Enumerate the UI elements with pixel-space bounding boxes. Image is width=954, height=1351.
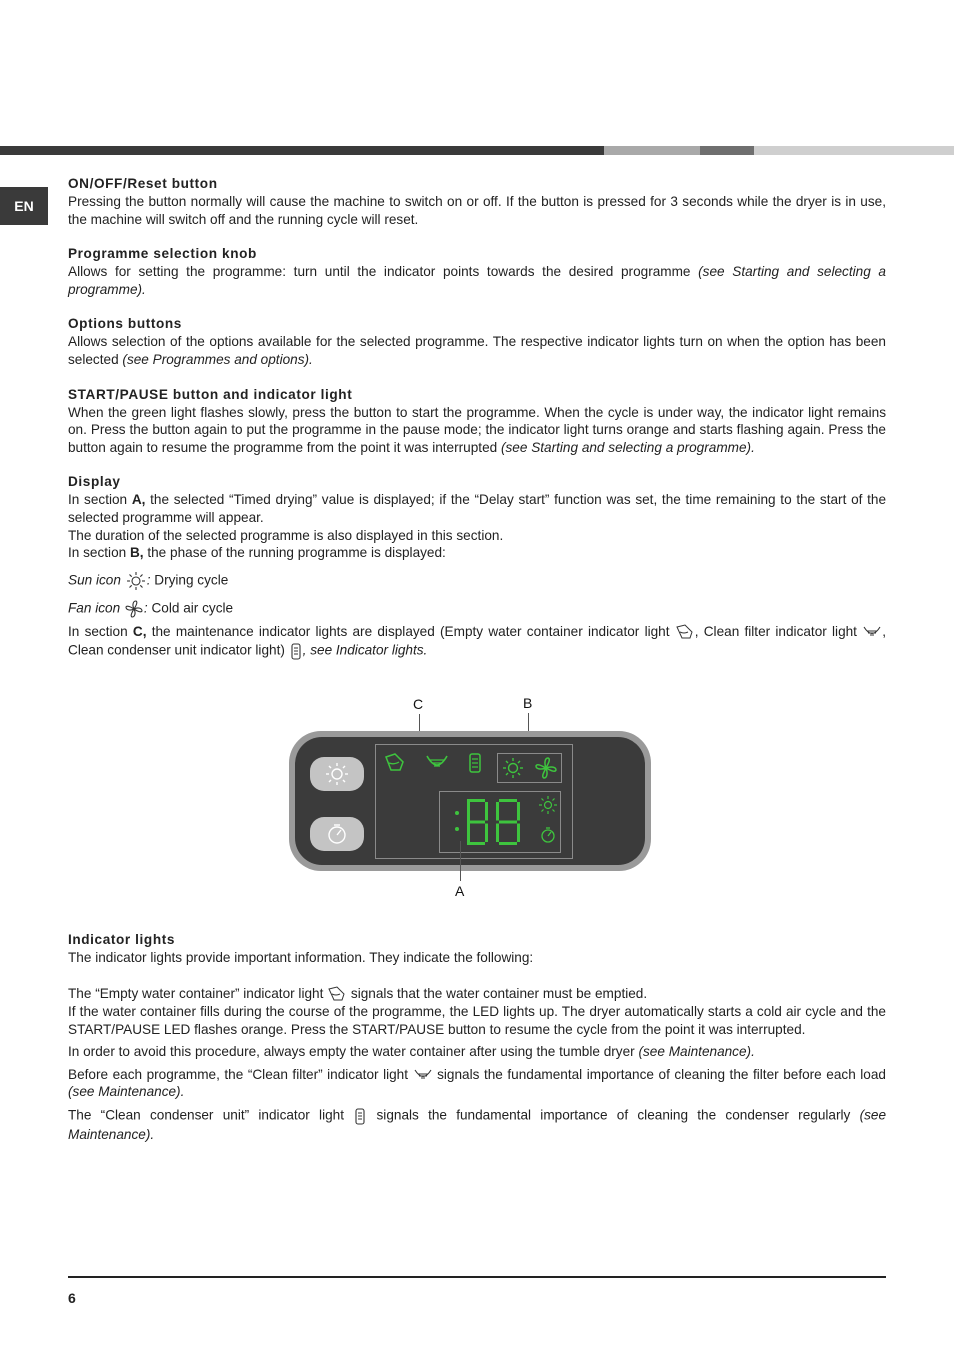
- header-bar-segment: [754, 146, 954, 155]
- section-title: START/PAUSE button and indicator light: [68, 386, 353, 402]
- leader-line: [460, 841, 461, 881]
- body-text: , Clean condenser unit indicator light): [68, 623, 886, 658]
- body-text: Allows selection of the options available for the selected programme. The respective indicator lights turn on when the option has been selected: [68, 334, 886, 367]
- page-number: 6: [68, 1290, 76, 1306]
- digit-segment: [467, 799, 485, 802]
- digit-segment: [467, 824, 470, 843]
- body-text: signals that the water container must be emptied.: [347, 985, 648, 1001]
- digit-segment: [467, 842, 485, 845]
- section-title: Programme selection knob: [68, 246, 257, 262]
- fan-icon-line: Fan icon : Cold air cycle: [68, 599, 886, 619]
- label-a: A: [455, 883, 465, 899]
- water-container-icon: [383, 751, 407, 775]
- colon-dot: [455, 827, 459, 831]
- filter-icon: [425, 752, 449, 774]
- digit-segment: [467, 802, 470, 821]
- digit-segment: [467, 821, 485, 824]
- control-panel: [289, 731, 651, 871]
- filter-icon: [413, 1067, 433, 1083]
- cross-reference: (see Maintenance).: [68, 1107, 887, 1142]
- cross-reference: (see Maintenance).: [68, 1084, 185, 1100]
- indicator-lights-section: [68, 931, 886, 1144]
- condenser-icon: [353, 1106, 367, 1126]
- body-text: In order to avoid this procedure, always empty the water container after using the tumble dryer: [68, 1044, 639, 1060]
- section-knob: [68, 245, 886, 298]
- control-panel-face: [295, 737, 645, 865]
- cross-reference: , see Indicator lights.: [302, 642, 428, 658]
- fan-icon: [534, 756, 558, 780]
- body-text: Cold air cycle: [147, 600, 234, 616]
- section-options: [68, 315, 886, 368]
- digit-segment: [499, 821, 517, 824]
- control-panel-figure: [289, 694, 653, 899]
- sun-icon: [310, 757, 364, 791]
- cross-reference: (see Programmes and options).: [122, 351, 313, 367]
- digit-segment: [496, 824, 499, 843]
- section-text: [68, 1043, 886, 1061]
- body-text: In section: [68, 545, 130, 561]
- body-text: The “Empty water container” indicator light: [68, 985, 328, 1001]
- display-window: [375, 744, 573, 859]
- digit-segment: [496, 802, 499, 821]
- language-tab: EN: [0, 187, 48, 225]
- sun-icon: [125, 571, 147, 591]
- main-content: [68, 175, 886, 661]
- header-bar: [0, 146, 954, 155]
- body-text: the maintenance indicator lights are displayed (Empty water container indicator light: [146, 623, 675, 639]
- section-title: Options buttons: [68, 316, 182, 332]
- footer-rule: [68, 1276, 886, 1278]
- timer-icon: [310, 817, 364, 851]
- label-b: B: [523, 695, 533, 711]
- section-text: [68, 1066, 886, 1101]
- water-container-icon: [675, 623, 695, 641]
- icon-label: Sun icon: [68, 572, 121, 588]
- section-title: Display: [68, 474, 121, 490]
- body-text: Before each programme, the “Clean filter” indicator light: [68, 1066, 413, 1082]
- digit-segment: [485, 802, 488, 821]
- bold-text: A,: [131, 492, 146, 508]
- section-onoff: [68, 175, 886, 228]
- section-text: [68, 404, 886, 457]
- section-text: [68, 333, 886, 368]
- condenser-icon: [289, 641, 303, 661]
- timer-icon: [538, 825, 558, 845]
- cross-reference: (see Starting and selecting a programme).: [68, 264, 886, 297]
- digit-segment: [517, 824, 520, 843]
- colon-dot: [455, 811, 459, 815]
- body-text: In section: [68, 492, 132, 508]
- bold-text: C,: [132, 623, 147, 639]
- body-text: the selected “Timed drying” value is displayed; if the “Delay start” function was set, the time remaining to the start of the selected programme will appear.: [68, 492, 886, 525]
- body-text: signals the fundamental importance of cleaning the filter before each load: [432, 1066, 886, 1082]
- section-text: The indicator lights provide important information. They indicate the following:: [68, 950, 534, 965]
- digit-segment: [499, 842, 517, 845]
- fan-icon: [124, 599, 144, 619]
- drying-button[interactable]: [310, 757, 364, 791]
- header-bar-segment: [0, 146, 604, 155]
- section-title: ON/OFF/Reset button: [68, 176, 218, 191]
- section-display: [68, 473, 886, 661]
- body-text: When the green light flashes slowly, press the button to start the programme. When the cycle is under way, the indicator light remains on. Press the button again to put the programme in the pause mode; the indicator light turns orange and starts flashing again. Press the button again to resume the programme from the point it was interrupted: [68, 404, 886, 455]
- water-container-icon: [327, 985, 347, 1003]
- digit-segment: [499, 799, 517, 802]
- bold-text: B,: [129, 545, 144, 561]
- section-text: Pressing the button normally will cause the machine to switch on or off. If the button is pressed for 3 seconds while the dryer is in use, the machine will switch off and the running cycle will reset.: [68, 194, 886, 227]
- sun-icon-line: Sun icon : Drying cycle: [68, 571, 886, 591]
- section-text: [68, 263, 886, 298]
- section-text: [68, 1106, 886, 1144]
- header-bar-segment: [604, 146, 700, 155]
- section-text: [68, 491, 886, 526]
- section-text: The duration of the selected programme is also displayed in this section.: [68, 527, 504, 543]
- body-text: The “Clean condenser unit” indicator light: [68, 1107, 354, 1123]
- section-start-pause: [68, 386, 886, 457]
- body-text: Drying cycle: [150, 572, 229, 588]
- label-c: C: [413, 696, 424, 712]
- cross-reference: (see Maintenance).: [638, 1044, 755, 1060]
- header-bar-segment: [700, 146, 754, 155]
- section-text: [68, 544, 886, 562]
- digit-segment: [517, 802, 520, 821]
- body-text: , Clean filter indicator light: [694, 623, 863, 639]
- cross-reference: (see Starting and selecting a programme).: [500, 439, 755, 455]
- body-text: signals the fundamental importance of cleaning the condenser regularly: [367, 1107, 860, 1123]
- section-text: [68, 623, 886, 661]
- section-text: [68, 985, 886, 1003]
- sun-icon: [501, 756, 525, 780]
- icon-label: Fan icon: [68, 600, 121, 616]
- section-text: If the water container fills during the course of the programme, the LED lights up. The dryer automatically starts a cold air cycle and the START/PAUSE LED flashes orange. Press the START/PAUSE button to resume the cycle from the point it was interrupted.: [68, 1004, 886, 1037]
- body-text: Allows for setting the programme: turn until the indicator points towards the desired programme: [68, 264, 699, 280]
- condenser-icon: [467, 750, 483, 776]
- filter-icon: [862, 624, 882, 640]
- section-b-box: [497, 753, 562, 783]
- sun-icon: [538, 795, 558, 815]
- section-title: Indicator lights: [68, 932, 176, 947]
- digit-segment: [485, 824, 488, 843]
- body-text: In section: [68, 623, 133, 639]
- body-text: the phase of the running programme is displayed:: [143, 545, 446, 561]
- timer-button[interactable]: [310, 817, 364, 851]
